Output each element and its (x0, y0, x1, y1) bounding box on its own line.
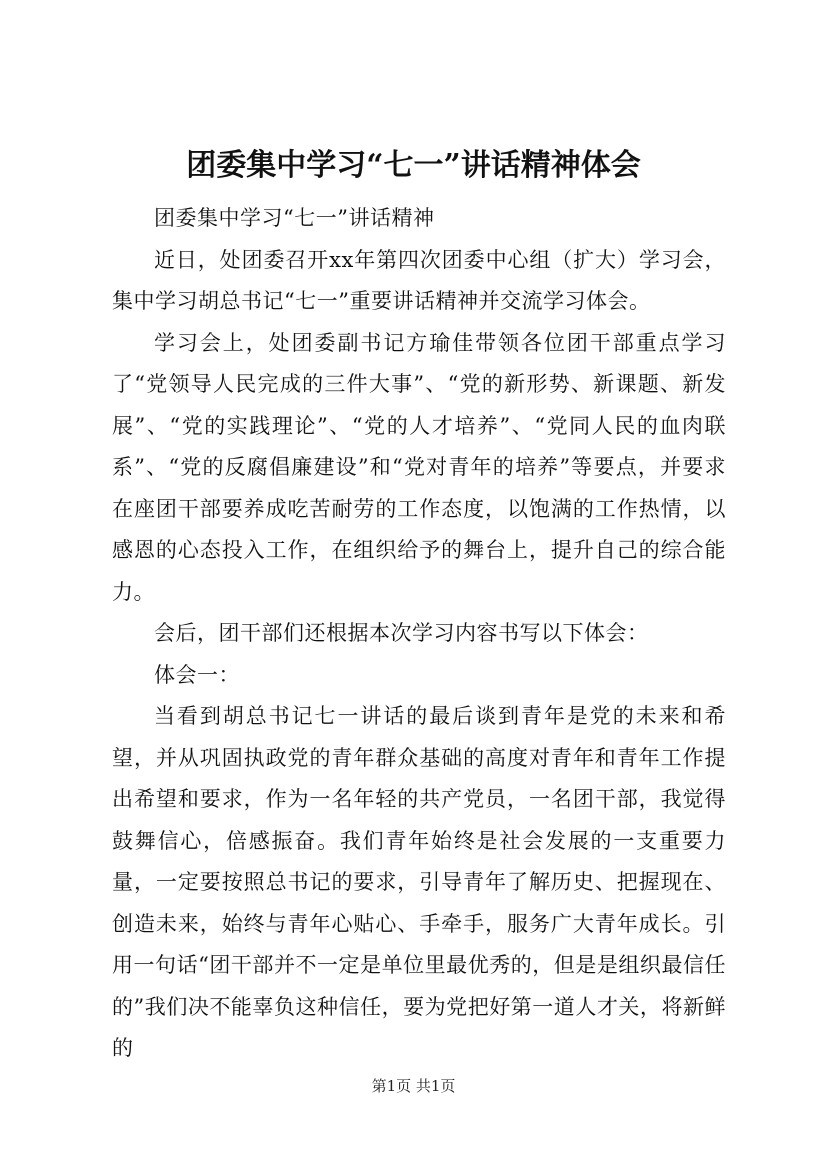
document-body (112, 198, 726, 1070)
page-number-label: 第1页 共1页 (371, 1077, 456, 1095)
paragraph-intro: 近日，处团委召开xx年第四次团委中心组（扩大）学习会，集中学习胡总书记“七一”重要讲话精神并交流学习体会。 (112, 247, 726, 313)
paragraph-meeting: 学习会上，处团委副书记方瑜佳带领各位团干部重点学习了“党领导人民完成的三件大事”、“党的新形势、新课题、新发展”、“党的实践理论”、“党的人才培养”、“党同人民的血肉联系”、“党的反腐倡廉建设”和“党对青年的培养”等要点，并要求在座团干部要养成吃苦耐劳的工作态度，以饱满的工作热情，以感恩的心态投入工作，在组织给予的舞台上，提升自己的综合能力。 (112, 330, 726, 604)
paragraph-after-meeting: 会后，团干部们还根据本次学习内容书写以下体会： (154, 621, 649, 645)
page-footer (0, 1076, 827, 1096)
document-title: 团委集中学习“七一”讲话精神体会 (186, 148, 641, 183)
paragraph-reflection-heading: 体会一： (154, 662, 240, 687)
paragraph-subtitle: 团委集中学习“七一”讲话精神 (154, 206, 435, 230)
paragraph-reflection-one: 当看到胡总书记七一讲话的最后谈到青年是党的未来和希望，并从巩固执政党的青年群众基础的高度对青年和青年工作提出希望和要求，作为一名年轻的共产党员，一名团干部，我觉得鼓舞信心，倍感振奋。我们青年始终是社会发展的一支重要力量，一定要按照总书记的要求，引导青年了解历史、把握现在、创造未来，始终与青年心贴心、手牵手，服务广大青年成长。引用一句话“团干部并不一定是单位里最优秀的，但是是组织最信任的”我们决不能辜负这种信任，要为党把好第一道人才关，将新鲜的 (112, 704, 726, 1060)
